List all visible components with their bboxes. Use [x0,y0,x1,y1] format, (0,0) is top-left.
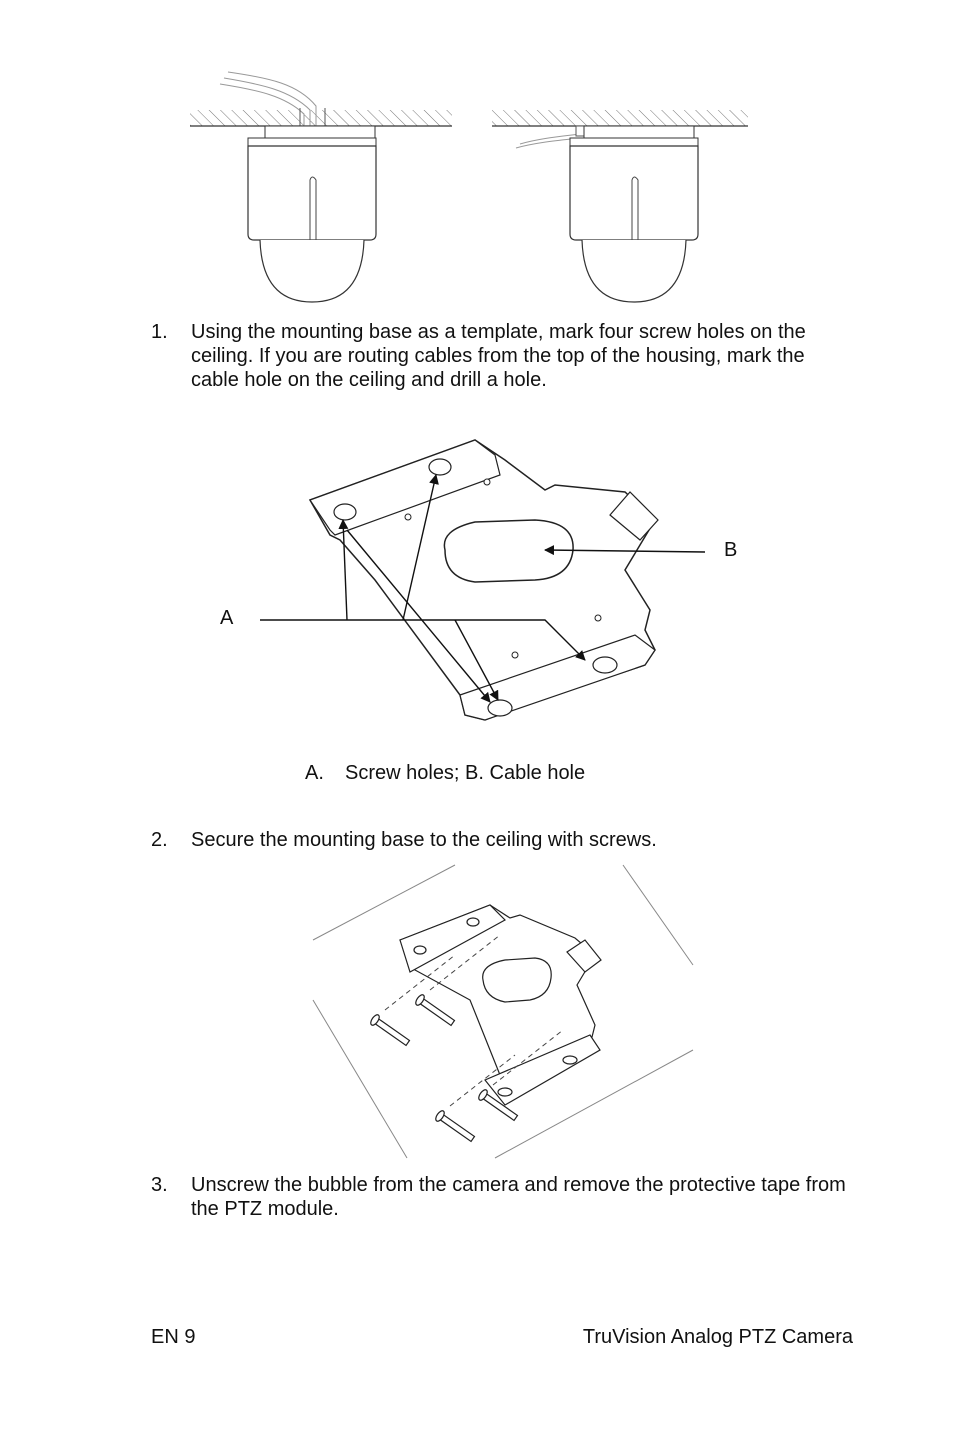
ceiling-mount-figure [180,70,760,310]
step-3 [151,1173,851,1221]
mounting-base-plate [310,440,658,720]
document-title: TruVision Analog PTZ Camera [582,1326,853,1348]
caption-label: A. [305,762,324,784]
step-1-number: 1. [151,321,168,343]
mounting-base-figure [255,430,715,730]
step-3-number: 3. [151,1174,168,1196]
page-number: EN 9 [151,1326,196,1348]
step-2-number: 2. [151,829,168,851]
caption-text: Screw holes; B. Cable hole [345,762,586,784]
step-2-text: Secure the mounting base to the ceiling with screws. [191,829,657,851]
camera-top-cable-entry [190,72,452,302]
camera-side-cable-entry [492,110,748,302]
step-2 [151,828,851,852]
screw-installation-figure [305,860,700,1160]
step-1 [151,320,851,392]
callout-b: B [724,539,738,561]
step-3-text: Unscrew the bubble from the camera and remove the protective tape from the PTZ module. [191,1174,846,1220]
callout-a: A [220,607,234,629]
figure-caption [305,762,585,785]
step-1-text: Using the mounting base as a template, mark four screw holes on the ceiling. If you are routing cables from the top of the housing, mark the cable hole on the ceiling and drill a hole. [191,321,806,391]
